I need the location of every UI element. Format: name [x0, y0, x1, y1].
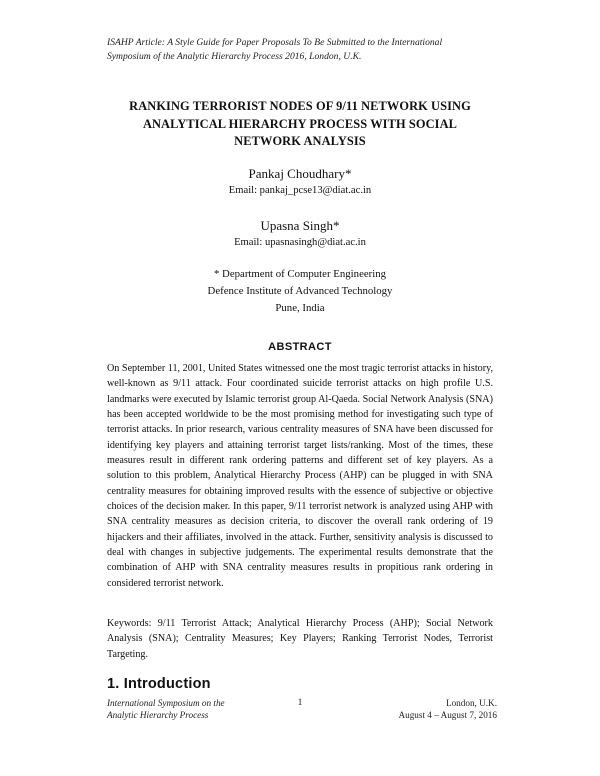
affiliation-line-1: * Department of Computer Engineering	[213, 268, 387, 280]
footer-left	[107, 698, 287, 721]
running-header-line-2: Symposium of the Analytic Hierarchy Process 2016, London, U.K.	[107, 51, 362, 62]
title-line-1: RANKING TERRORIST NODES OF 9/11 NETWORK USING	[129, 99, 471, 113]
author-name-1: Pankaj Choudhary*	[248, 166, 352, 181]
author-email-1: Email: pankaj_pcse13@diat.ac.in	[228, 185, 372, 196]
paper-title	[80, 98, 520, 151]
keywords: Keywords: 9/11 Terrorist Attack; Analytical Hierarchy Process (AHP); Social Network Analysis (SNA); Centrality Measures; Key Players; Ranking Terrorist Nodes, Terrorist Targeting.	[107, 618, 493, 660]
title-line-2: ANALYTICAL HIERARCHY PROCESS WITH SOCIAL	[142, 116, 458, 131]
footer-left-line-2: Analytic Hierarchy Process	[107, 709, 209, 720]
running-header	[107, 36, 507, 64]
footer-right	[340, 698, 497, 721]
affiliation-line-2: Defence Institute of Advanced Technology	[207, 285, 393, 297]
section-heading-introduction: 1. Introduction	[107, 676, 211, 692]
footer-right-line-1: London, U.K.	[445, 698, 497, 708]
running-header-line-1: ISAHP Article: A Style Guide for Paper Proposals To Be Submitted to the International	[107, 37, 443, 48]
author-email-2: Email: upasnasingh@diat.ac.in	[234, 237, 366, 248]
page-number: 1	[297, 698, 303, 708]
footer-right-line-2: August 4 – August 7, 2016	[398, 709, 497, 720]
abstract-body: On September 11, 2001, United States witnessed one the most tragic terrorist attacks in history, well-known as 9/11 attack. Four coordinated suicide terrorist attacks on high profile U.S. landmarks were executed by Islamic terrorist group Al-Qaeda. Social Network Analysis (SNA) has been accepted worldwide to be the most promising method for investigating such type of terrorist attacks. In prior research, various centrality measures of SNA have been discussed for identifying key players and attaining terrorist target lists/ranking. Most of the times, these measures result in different rank ordering patterns and different set of key players. As a solution to this problem, Analytical Hierarchy Process (AHP) can be plugged in with SNA centrality measures for obtaining improved results with the essence of subjective or objective choices of the decision maker. In this paper, 9/11 terrorist network is analyzed using AHP with SNA centrality measures as decision criteria, to discover the overall rank ordering of 19 hijackers and their affiliates, involved in the attack. Further, sensitivity analysis is discussed to deal with changes in subjective judgements. The experimental results demonstrate that the combination of AHP with SNA centrality measures results in propitious rank ordering in considered terrorist network.	[107, 363, 493, 589]
footer-left-line-1: International Symposium on the	[107, 698, 225, 708]
affiliation-line-3: Pune, India	[275, 302, 325, 314]
abstract-heading: ABSTRACT	[268, 341, 332, 353]
title-line-3: NETWORK ANALYSIS	[234, 134, 366, 148]
author-name-2: Upasna Singh*	[260, 218, 340, 233]
